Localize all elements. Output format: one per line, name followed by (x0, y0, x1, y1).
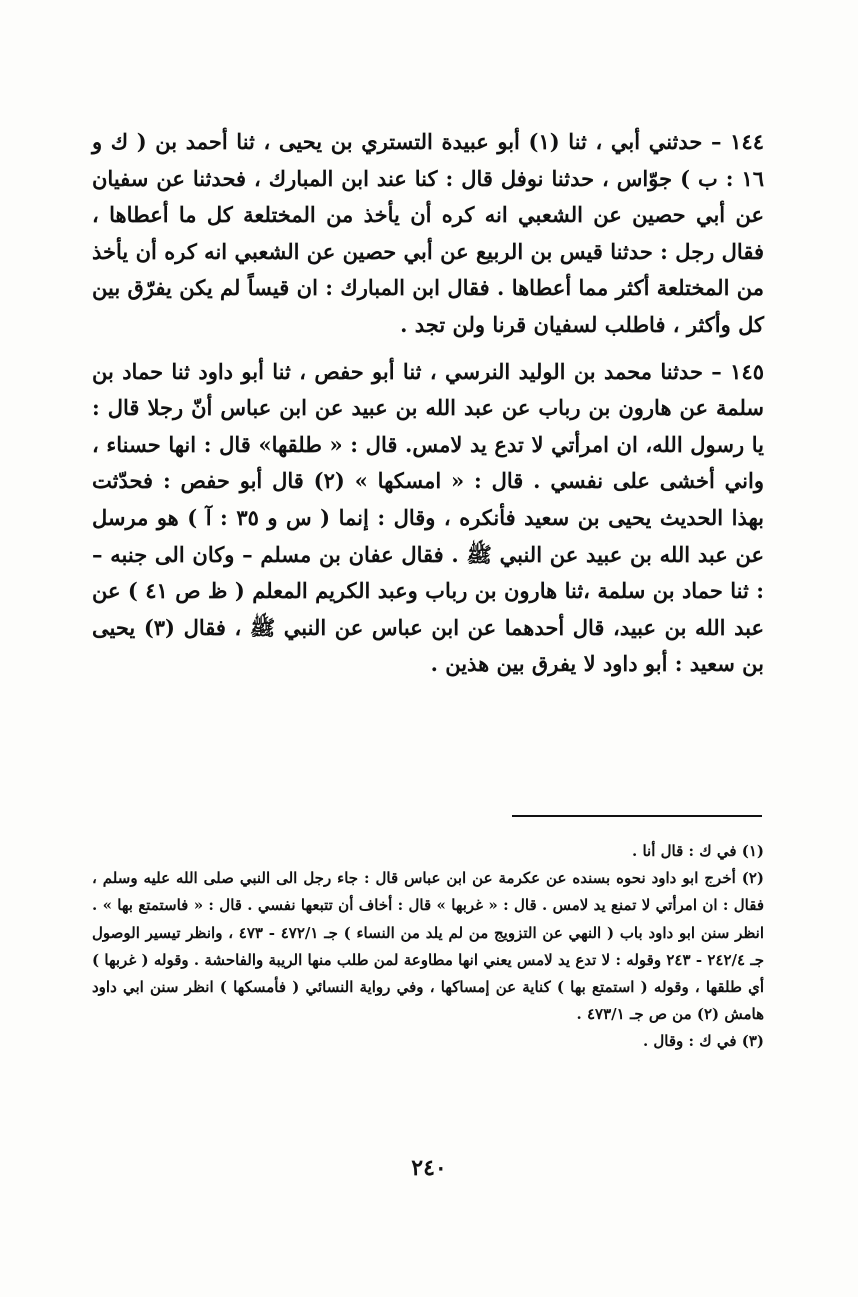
footnote-1: (١) في ك : قال أنا . (632, 842, 764, 860)
footnotes (92, 838, 764, 1056)
footnote-3: (٣) في ك : وقال . (642, 1032, 764, 1051)
hadith-144: ١٤٤ – حدثني أبي ، ثنا (١) أبو عبيدة التستري بن يحيى ، ثنا أحمد بن ( ك و ١٦ : ب ) جوّاس ، حدثنا نوفل قال : كنا عند ابن المبارك ، فحدثنا عن سفيان عن أبي حصين عن الشعبي انه كره أن يأخذ من المختلعة كل ما أعطاها ، فقال رجل : حدثنا قيس بن الربيع عن أبي حصين عن الشعبي انه كره أن يأخذ من المختلعة أكثر مما أعطاها . فقال ابن المبارك : ان قيساً لم يكن يفرّق بين كل وأكثر ، فاطلب لسفيان قرنا ولن تجد . (92, 129, 764, 337)
footnote-separator (512, 815, 762, 817)
footnote-2: (٢) أخرج ابو داود نحوه بسنده عن عكرمة عن ابن عباس قال : جاء رجل الى النبي صلى الله عليه وسلم ، فقال : ان امرأتي لا تمنع يد لامس . قال : « غربها » قال : أخاف أن تتبعها نفسي . قال : « فاستمتع بها » . انظر سنن ابو داود باب ( النهي عن التزويج من لم يلد من النساء ) جـ ٤٧٢/١ - ٤٧٣ ، وانظر تيسير الوصول جـ ٢٤٢/٤ - ٢٤٣ وقوله : لا تدع يد لامس يعني انها مطاوعة لمن طلب منها الريبة والفاحشة . وقوله ( غربها ) أي طلقها ، وقوله ( استمتع بها ) كناية عن إمساكها ، وفي رواية النسائي ( فأمسكها ) انظر سنن ابي داود هامش (٢) من ص جـ ٤٧٣/١ . (92, 869, 765, 1024)
hadith-145: ١٤٥ – حدثنا محمد بن الوليد النرسي ، ثنا أبو حفص ، ثنا أبو داود ثنا حماد بن سلمة عن هارون بن رباب عن عبد الله بن عبيد عن ابن عباس أنّ رجلا قال : يا رسول الله، ان امرأتي لا تدع يد لامس. قال : « طلقها» قال : انها حسناء ، واني أخشى على نفسي . قال : « امسكها » (٢) قال أبو حفص : فحدّثت بهذا الحديث يحيى بن سعيد فأنكره ، وقال : إنما ( س و ٣٥ : آ ) هو مرسل عن عبد الله بن عبيد عن النبي ﷺ . فقال عفان بن مسلم – وكان الى جنبه – : ثنا حماد بن سلمة ،ثنا هارون بن رباب وعبد الكريم المعلم ( ظ ص ٤١ ) عن عبد الله بن عبيد، قال أحدهما عن ابن عباس عن النبي ﷺ ، فقال (٣) يحيى بن سعيد : أبو داود لا يفرق بين هذين . (92, 358, 765, 677)
main-text (92, 124, 764, 683)
page-number: ٢٤٠ (411, 1155, 447, 1181)
